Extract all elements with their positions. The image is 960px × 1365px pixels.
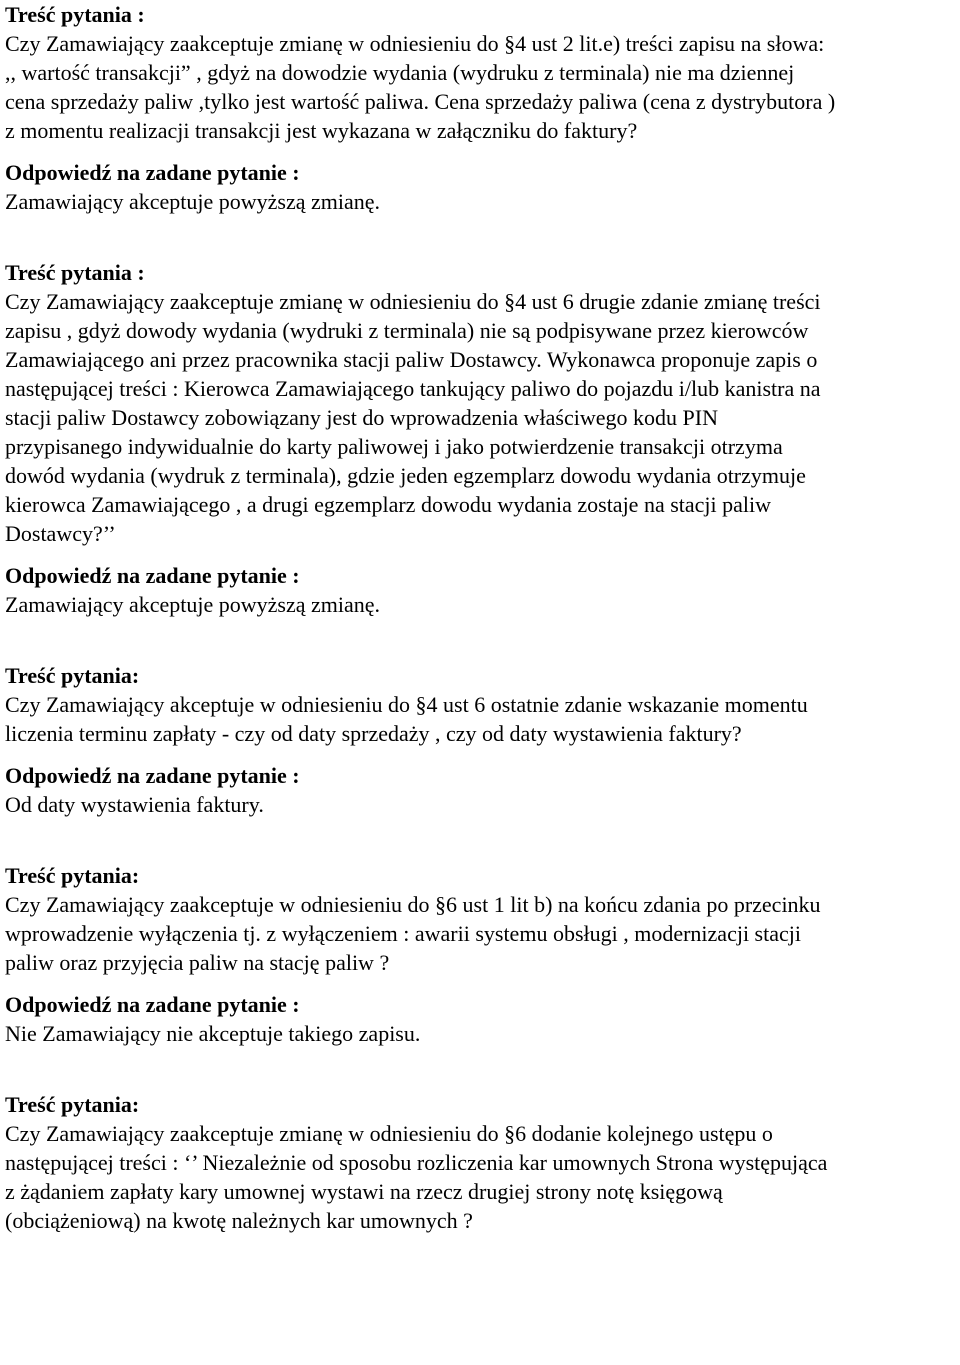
question-text-line: następującej treści : Kierowca Zamawiającego tankujący paliwo do pojazdu i/lub kanistra na (5, 376, 821, 401)
question-text-line: paliw oraz przyjęcia paliw na stację paliw ? (5, 950, 390, 975)
question-text-line: stacji paliw Dostawcy zobowiązany jest do wprowadzenia właściwego kodu PIN (5, 405, 718, 430)
qa-item-2 (5, 258, 955, 619)
question-text-line: dowód wydania (wydruk z terminala), gdzie jeden egzemplarz dowodu wydania otrzymuje (5, 463, 806, 488)
answer-text-line: Zamawiający akceptuje powyższą zmianę. (5, 189, 381, 214)
qa-item-3 (5, 661, 955, 819)
answer-label: Odpowiedź na zadane pytanie : (5, 763, 300, 788)
qa-item-1 (5, 0, 955, 216)
question-text-line: Zamawiającego ani przez pracownika stacji paliw Dostawcy. Wykonawca proponuje zapis o (5, 347, 818, 372)
qa-item-4 (5, 861, 955, 1048)
question-text-line: przypisanego indywidualnie do karty paliwowej i jako potwierdzenie transakcji otrzyma (5, 434, 783, 459)
question-text-line: Czy Zamawiający zaakceptuje zmianę w odniesieniu do §6 dodanie kolejnego ustępu o (5, 1121, 773, 1146)
answer-label: Odpowiedź na zadane pytanie : (5, 563, 300, 588)
question-text-line: następującej treści : ‘’ Niezależnie od sposobu rozliczenia kar umownych Strona występująca (5, 1150, 828, 1175)
question-label: Treść pytania: (5, 1092, 140, 1117)
question-text-line: zapisu , gdyż dowody wydania (wydruki z terminala) nie są podpisywane przez kierowców (5, 318, 809, 343)
question-text-line: liczenia terminu zapłaty - czy od daty sprzedaży , czy od daty wystawienia faktury? (5, 721, 742, 746)
question-text-line: Czy Zamawiający zaakceptuje zmianę w odniesieniu do §4 ust 6 drugie zdanie zmianę treści (5, 289, 821, 314)
answer-text-line: Od daty wystawienia faktury. (5, 792, 264, 817)
question-text-line: Czy Zamawiający akceptuje w odniesieniu do §4 ust 6 ostatnie zdanie wskazanie momentu (5, 692, 808, 717)
qa-item-5 (5, 1090, 955, 1235)
question-text-line: cena sprzedaży paliw ,tylko jest wartość paliwa. Cena sprzedaży paliwa (cena z dystrybutora ) (5, 89, 836, 114)
question-text-line: Czy Zamawiający zaakceptuje w odniesieniu do §6 ust 1 lit b) na końcu zdania po przecinku (5, 892, 821, 917)
answer-label: Odpowiedź na zadane pytanie : (5, 992, 300, 1017)
document-page (5, 0, 955, 1235)
question-label: Treść pytania : (5, 2, 145, 27)
question-text-line: Dostawcy?’’ (5, 521, 116, 546)
question-text-line: (obciążeniową) na kwotę należnych kar umownych ? (5, 1208, 473, 1233)
question-text-line: Czy Zamawiający zaakceptuje zmianę w odniesieniu do §4 ust 2 lit.e) treści zapisu na słowa: (5, 31, 825, 56)
question-label: Treść pytania: (5, 863, 140, 888)
question-label: Treść pytania : (5, 260, 145, 285)
question-text-line: z żądaniem zapłaty kary umownej wystawi na rzecz drugiej strony notę księgową (5, 1179, 723, 1204)
question-text-line: z momentu realizacji transakcji jest wykazana w załączniku do faktury? (5, 118, 638, 143)
answer-label: Odpowiedź na zadane pytanie : (5, 160, 300, 185)
question-text-line: kierowca Zamawiającego , a drugi egzemplarz dowodu wydania zostaje na stacji paliw (5, 492, 772, 517)
question-text-line: wprowadzenie wyłączenia tj. z wyłączeniem : awarii systemu obsługi , modernizacji stacji (5, 921, 801, 946)
answer-text-line: Nie Zamawiający nie akceptuje takiego zapisu. (5, 1021, 421, 1046)
answer-text-line: Zamawiający akceptuje powyższą zmianę. (5, 592, 381, 617)
question-label: Treść pytania: (5, 663, 140, 688)
question-text-line: ,, wartość transakcji” , gdyż na dowodzie wydania (wydruku z terminala) nie ma dziennej (5, 60, 795, 85)
